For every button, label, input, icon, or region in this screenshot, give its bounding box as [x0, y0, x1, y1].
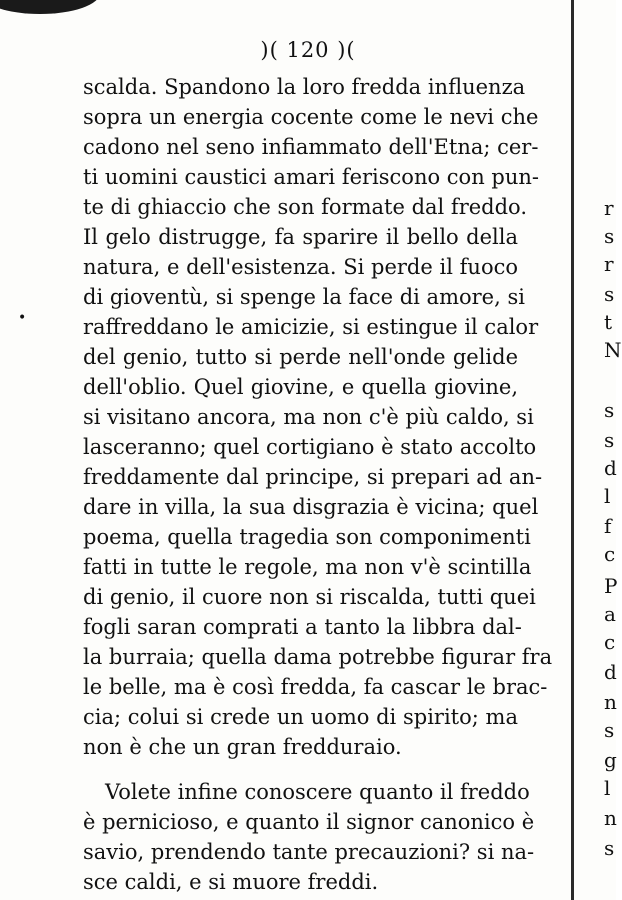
text-line: scalda. Spandono la loro fredda influenza — [83, 75, 526, 99]
fragment-letter: N — [604, 338, 622, 362]
fragment-letter: r — [604, 196, 614, 220]
adjacent-page-fragments — [580, 0, 622, 900]
text-line: sce caldi, e si muore freddi. — [83, 870, 379, 894]
text-line: ti uomini caustici amari feriscono con pun- — [83, 165, 539, 189]
text-line: fatti in tutte le regole, ma non v'è scintilla — [83, 555, 532, 579]
text-line: poema, quella tragedia son componimenti — [83, 525, 531, 549]
fragment-letter: c — [604, 542, 616, 566]
binding-shadow — [0, 0, 100, 14]
adjacent-page-edge — [571, 0, 574, 900]
fragment-letter: a — [604, 602, 616, 626]
text-line: è pernicioso, e quanto il signor canonico è — [83, 810, 535, 834]
text-line: Volete infine conoscere quanto il freddo — [105, 780, 530, 804]
paragraph-1 — [83, 72, 553, 762]
fragment-letter: l — [604, 484, 611, 508]
text-line: cadono nel seno infiammato dell'Etna; cer- — [83, 135, 539, 159]
fragment-letter: P — [604, 574, 618, 598]
fragment-letter: r — [604, 252, 614, 276]
fragment-letter: t — [604, 310, 613, 334]
text-line: te di ghiaccio che son formate dal freddo. — [83, 195, 528, 219]
page-number: )( 120 )( — [260, 38, 356, 62]
text-line: raffreddano le amicizie, si estingue il calor — [83, 315, 539, 339]
text-line: di genio, il cuore non si riscalda, tutti quei — [83, 585, 536, 609]
text-line: del genio, tutto si perde nell'onde gelide — [83, 345, 518, 369]
fragment-letter: c — [604, 630, 616, 654]
text-line: si visitano ancora, ma non c'è più caldo, si — [83, 405, 534, 429]
margin-mark: • — [18, 310, 27, 326]
text-line: sopra un energia cocente come le nevi che — [83, 105, 539, 129]
text-line: dell'oblio. Quel giovine, e quella giovine, — [83, 375, 518, 399]
fragment-letter: s — [604, 398, 615, 422]
text-line: dare in villa, la sua disgrazia è vicina; quel — [83, 495, 539, 519]
text-line: cia; colui si crede un uomo di spirito; ma — [83, 705, 518, 729]
fragment-letter: s — [604, 718, 615, 742]
text-line: le belle, ma è così fredda, fa cascar le brac- — [83, 675, 548, 699]
fragment-letter: g — [604, 748, 617, 772]
fragment-letter: f — [604, 514, 612, 538]
fragment-letter: d — [604, 456, 617, 480]
text-line: lasceranno; quel cortigiano è stato accolto — [83, 435, 537, 459]
fragment-letter: s — [604, 224, 615, 248]
fragment-letter: s — [604, 836, 615, 860]
text-line: la burraia; quella dama potrebbe figurar fra — [83, 645, 553, 669]
text-line: freddamente dal principe, si prepari ad an- — [83, 465, 543, 489]
fragment-letter: d — [604, 660, 617, 684]
page-header — [0, 38, 616, 62]
text-line: savio, prendendo tante precauzioni? si na- — [83, 840, 535, 864]
fragment-letter: n — [604, 806, 617, 830]
fragment-letter: n — [604, 690, 617, 714]
text-line: non è che un gran fredduraio. — [83, 735, 402, 759]
paragraph-gap — [83, 762, 518, 777]
text-line: fogli saran comprati a tanto la libbra dal- — [83, 615, 522, 639]
text-line: di gioventù, si spenge la face di amore, si — [83, 285, 525, 309]
text-line: Il gelo distrugge, fa sparire il bello della — [83, 225, 518, 249]
fragment-letter: s — [604, 282, 615, 306]
text-line: natura, e dell'esistenza. Si perde il fuoco — [83, 255, 518, 279]
paragraph-2 — [83, 777, 535, 897]
fragment-letter: l — [604, 776, 611, 800]
fragment-letter: s — [604, 428, 615, 452]
page-body — [83, 72, 553, 897]
